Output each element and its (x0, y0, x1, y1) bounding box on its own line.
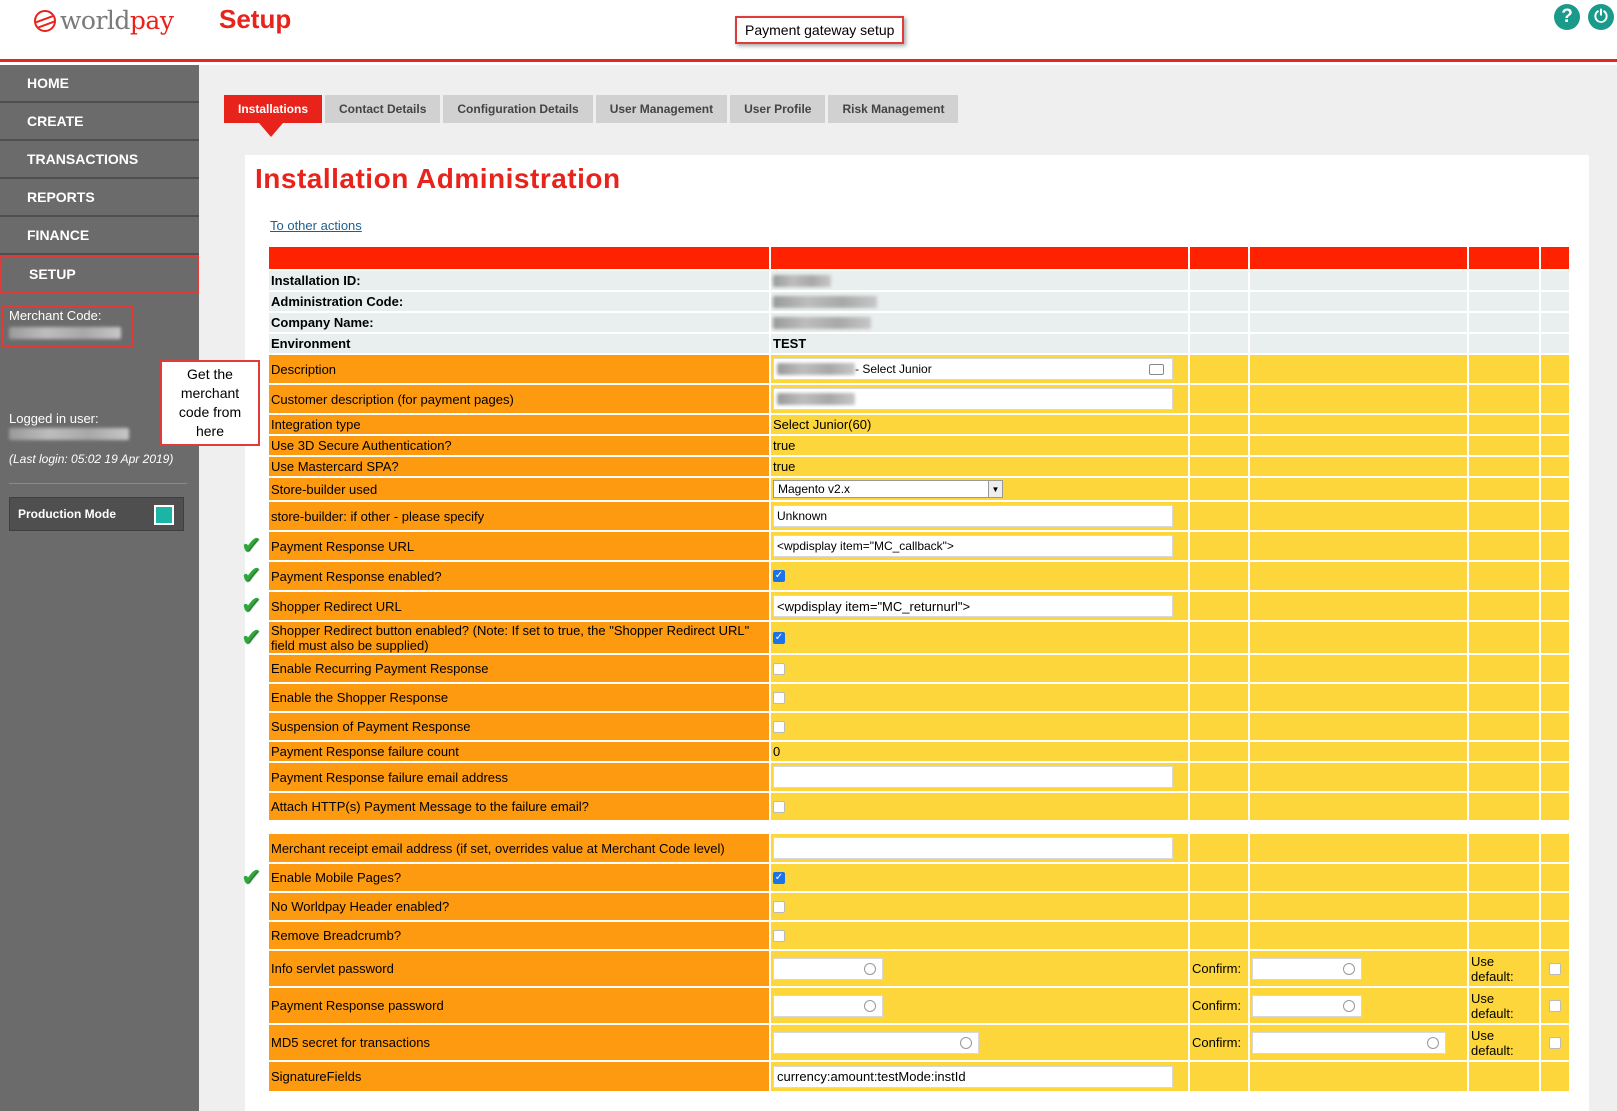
shopper-redirect-button-checkbox[interactable]: ✓ (774, 631, 784, 643)
tab-contact-details[interactable]: Contact Details (325, 95, 440, 123)
check-mark-icon: ✔ (241, 562, 262, 589)
table-row: Payment Response failure count 0 (269, 742, 1569, 763)
table-row: Administration Code: (269, 292, 1569, 313)
admin-code-value (773, 296, 877, 308)
enable-mobile-checkbox[interactable]: ✓ (774, 871, 784, 883)
table-row: ✔ Payment Response URL <wpdisplay item="MC_callback"> (269, 532, 1569, 562)
merchant-code-value (9, 327, 121, 339)
nav-create[interactable]: CREATE (0, 103, 199, 141)
payment-response-use-default-checkbox[interactable] (1549, 1000, 1561, 1012)
other-actions-link[interactable]: To other actions (270, 218, 362, 233)
installation-table (241, 247, 1569, 1093)
table-row: SignatureFields currency:amount:testMode:instId (269, 1062, 1569, 1093)
contact-card-icon (1149, 364, 1164, 375)
worldpay-logo[interactable]: worldpay (34, 6, 173, 35)
table-row: Suspension of Payment Response (269, 713, 1569, 742)
tab-risk-management[interactable]: Risk Management (828, 95, 958, 123)
logged-in-user: Logged in user: (9, 411, 129, 443)
description-input[interactable]: - Select Junior (773, 358, 1173, 380)
info-servlet-password-input[interactable] (773, 958, 883, 980)
table-row: Remove Breadcrumb? (269, 922, 1569, 951)
table-header (269, 247, 1569, 271)
table-row: Merchant receipt email address (if set, overrides value at Merchant Code level) (269, 834, 1569, 864)
merchant-receipt-input[interactable] (773, 837, 1173, 859)
table-row: ✔ Shopper Redirect button enabled? (Note: If set to true, the "Shopper Redirect URL" field must also be supplied) ✓ (269, 622, 1569, 655)
check-mark-icon: ✔ (241, 624, 262, 651)
payment-response-password-input[interactable] (773, 995, 883, 1017)
attach-http-checkbox[interactable] (773, 801, 785, 813)
environment-value: TEST (771, 334, 1190, 355)
remove-breadcrumb-checkbox[interactable] (773, 930, 785, 942)
content-frame (209, 78, 1617, 1111)
table-row: Installation ID: (269, 271, 1569, 292)
tab-user-profile[interactable]: User Profile (730, 95, 825, 123)
table-row: ✔ Shopper Redirect URL <wpdisplay item="MC_returnurl"> (269, 592, 1569, 622)
table-row: Description - Select Junior (269, 355, 1569, 385)
page-title: Installation Administration (255, 163, 621, 194)
app-header (0, 0, 1617, 62)
payment-response-enabled-checkbox[interactable]: ✓ (774, 570, 784, 581)
info-servlet-use-default-checkbox[interactable] (1549, 963, 1561, 975)
worldpay-logo-icon (34, 10, 56, 32)
failure-email-input[interactable] (773, 766, 1173, 788)
merchant-code-label: Merchant Code: (9, 308, 121, 342)
enable-shopper-response-checkbox[interactable] (773, 692, 785, 704)
payment-response-url-input[interactable]: <wpdisplay item="MC_callback"> (773, 535, 1173, 557)
payment-gateway-callout: Payment gateway setup (735, 16, 904, 44)
logged-in-user-value (9, 428, 129, 440)
table-row: Payment Response password Confirm: Use default: (269, 988, 1569, 1025)
sidebar (0, 65, 242, 1111)
nav-setup[interactable]: SETUP (0, 255, 199, 293)
no-header-checkbox[interactable] (773, 901, 785, 913)
tab-installations[interactable]: Installations (224, 95, 322, 123)
tab-user-management[interactable]: User Management (596, 95, 727, 123)
md5-use-default-checkbox[interactable] (1549, 1037, 1561, 1049)
nav-transactions[interactable]: TRANSACTIONS (0, 141, 199, 179)
table-row: MD5 secret for transactions Confirm: Use default: (269, 1025, 1569, 1062)
nav-reports[interactable]: REPORTS (0, 179, 199, 217)
payment-response-password-confirm-input[interactable] (1252, 995, 1362, 1017)
store-builder-other-input[interactable]: Unknown (773, 505, 1173, 527)
signature-fields-input[interactable]: currency:amount:testMode:instId (773, 1066, 1173, 1088)
table-row: Info servlet password Confirm: Use default: (269, 951, 1569, 988)
table-row: ✔ Enable Mobile Pages? ✓ (269, 864, 1569, 893)
sidebar-divider (9, 483, 187, 484)
check-mark-icon: ✔ (241, 532, 262, 559)
company-name-value (773, 317, 871, 329)
merchant-code-callout: Get the merchant code from here (160, 360, 260, 446)
main-content (199, 65, 1617, 1111)
customer-description-input[interactable] (773, 388, 1173, 410)
installation-panel (241, 155, 1589, 1111)
suspension-checkbox[interactable] (773, 721, 785, 733)
table-row: Integration type Select Junior(60) (269, 415, 1569, 436)
tab-bar (224, 95, 958, 123)
md5-secret-input[interactable] (773, 1032, 979, 1054)
enable-recurring-checkbox[interactable] (773, 663, 785, 675)
table-row: Payment Response failure email address (269, 763, 1569, 793)
table-row: ✔ Payment Response enabled? ✓ (269, 562, 1569, 592)
last-login: (Last login: 05:02 19 Apr 2019) (9, 452, 174, 466)
info-servlet-password-confirm-input[interactable] (1252, 958, 1362, 980)
table-row: No Worldpay Header enabled? (269, 893, 1569, 922)
installation-id-value (773, 275, 831, 287)
chevron-down-icon: ▼ (988, 481, 1002, 497)
table-row: Use 3D Secure Authentication? true (269, 436, 1569, 457)
store-builder-select[interactable]: Magento v2.x ▼ (773, 480, 1003, 498)
table-row: store-builder: if other - please specify Unknown (269, 502, 1569, 532)
table-row: Environment TEST (269, 334, 1569, 355)
table-row: Enable the Shopper Response (269, 684, 1569, 713)
shopper-redirect-url-input[interactable]: <wpdisplay item="MC_returnurl"> (773, 595, 1173, 617)
production-mode-toggle[interactable]: Production Mode (9, 497, 184, 531)
help-icon[interactable]: ? (1554, 4, 1580, 30)
table-row: Use Mastercard SPA? true (269, 457, 1569, 478)
production-mode-switch[interactable] (154, 505, 174, 525)
table-row: Attach HTTP(s) Payment Message to the failure email? (269, 793, 1569, 822)
check-mark-icon: ✔ (241, 592, 262, 619)
nav-finance[interactable]: FINANCE (0, 217, 199, 255)
check-mark-icon: ✔ (241, 864, 262, 891)
table-row: Company Name: (269, 313, 1569, 334)
app-title: Setup (219, 4, 292, 34)
tab-configuration-details[interactable]: Configuration Details (443, 95, 592, 123)
table-row: Enable Recurring Payment Response (269, 655, 1569, 684)
power-icon[interactable]: ⏻ (1588, 4, 1614, 30)
nav-home[interactable]: HOME (0, 65, 199, 103)
table-row: Customer description (for payment pages) (269, 385, 1569, 415)
md5-secret-confirm-input[interactable] (1252, 1032, 1446, 1054)
table-row: Store-builder used Magento v2.x ▼ (269, 478, 1569, 502)
